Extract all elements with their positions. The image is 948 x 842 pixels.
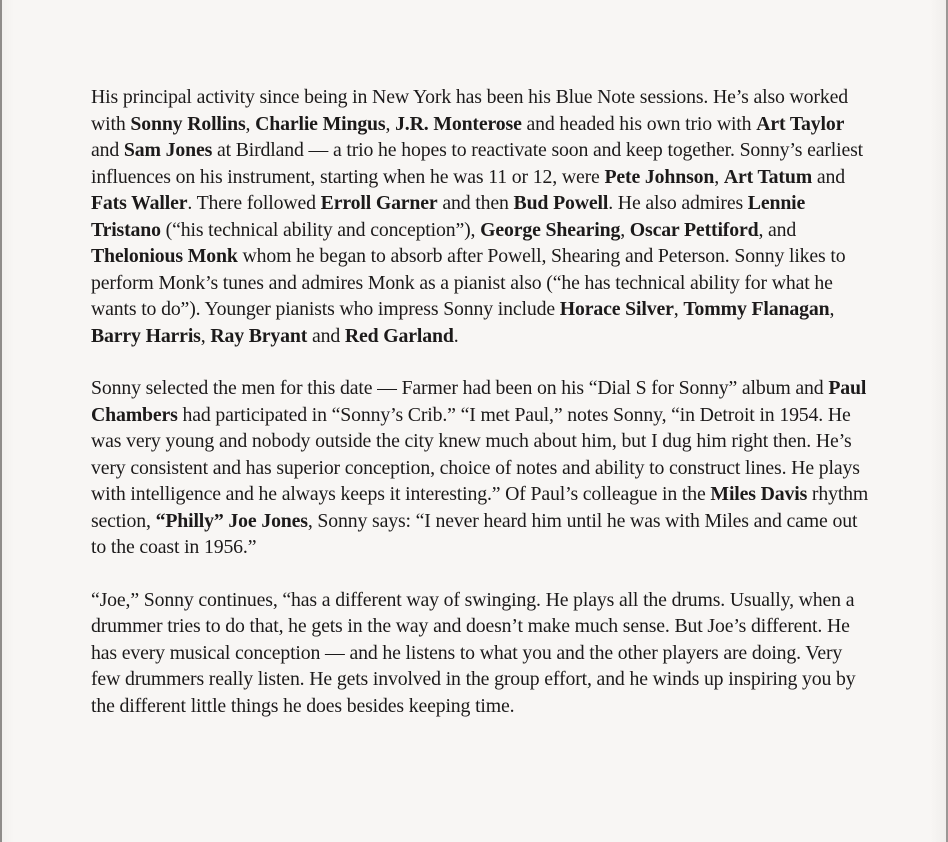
text-run: . He also admires	[608, 192, 748, 214]
bold-name: Ray Bryant	[210, 324, 308, 347]
text-run: , Sonny says: “I never heard him until he was with Miles and came out to the coast in 1956.”	[91, 509, 858, 558]
paragraph-influences	[91, 84, 871, 349]
bold-name: Thelonious Monk	[91, 245, 238, 267]
text-run: had participated in “Sonny’s Crib.” “I met Paul,” notes Sonny, “in Detroit in 1954. He was very young and nobody outside the city knew much about him, but I dug him right then. He’s very consistent and has superior conception, choice of notes and ability to construct lines. He plays with intelligence and he always keeps it interesting.” Of Paul’s colleague in the	[91, 403, 860, 505]
text-run: (“his technical ability and conception”),	[160, 218, 481, 241]
paragraph-joe-jones	[91, 587, 871, 720]
text-run: “Joe,” Sonny continues, “has a different way of swinging. He plays all the drums. Usually, when a drummer tries to do that, he gets in the way and doesn’t make much sense. But Joe’s different. He has every musical conception — and he listens to what you and the other players are doing. Very few drummers really listen. He gets involved in the group effort, and he winds up inspiring you by the different little things he does besides keeping time.	[91, 588, 856, 717]
bold-name: J.R. Monterose	[395, 112, 522, 135]
bold-name: Miles Davis	[710, 483, 808, 505]
article-body	[91, 84, 871, 719]
text-run: and	[307, 324, 345, 347]
bold-name: Art Taylor	[756, 112, 845, 135]
bold-name: George Shearing	[480, 218, 621, 241]
bold-name: Fats Waller	[91, 192, 188, 214]
text-run: and	[812, 165, 845, 188]
text-run: ,	[200, 324, 211, 347]
bold-name: Lennie Tristano	[91, 192, 806, 241]
bold-name: Charlie Mingus	[255, 112, 386, 135]
text-run: ,	[714, 165, 724, 188]
text-run: ,	[673, 298, 684, 320]
bold-name: Sam Jones	[123, 139, 213, 161]
bold-name: Barry Harris	[91, 324, 201, 347]
text-run: ,	[620, 218, 630, 241]
text-run: at Birdland — a trio he hopes to reactivate soon and keep together. Sonny’s earliest influences on his instrument, starting when he was 11 or 12, were	[91, 139, 863, 188]
bold-name: Bud Powell	[513, 192, 609, 214]
bold-name: Oscar Pettiford	[629, 218, 759, 241]
bold-name: Horace Silver	[559, 298, 674, 320]
text-run: ,	[829, 298, 835, 320]
paragraph-sidemen	[91, 375, 871, 561]
bold-name: Sonny Rollins	[130, 112, 246, 135]
text-run: whom he began to absorb after Powell, Shearing and Peterson. Sonny likes to perform Monk’s tunes and admires Monk as a pianist also (“he has technical ability for what he wants to do”). Younger pianists who impress Sonny include	[91, 245, 846, 320]
text-run: , and	[758, 218, 797, 241]
bold-name: Pete Johnson	[604, 165, 715, 188]
text-run: His principal activity since being in New York has been his Blue Note sessions. He’s also worked with	[91, 86, 848, 135]
text-run: Sonny selected the men for this date — Farmer had been on his “Dial S for Sonny” album and	[91, 377, 829, 399]
page-left-edge	[0, 0, 2, 842]
text-run: .	[453, 324, 459, 347]
bold-name: “Philly” Joe Jones	[155, 509, 308, 532]
bold-name: Paul Chambers	[91, 377, 867, 426]
bold-name: Art Tatum	[723, 165, 813, 188]
text-run: and headed his own trio with	[521, 112, 757, 135]
text-run: and then	[437, 192, 514, 214]
bold-name: Erroll Garner	[320, 192, 438, 214]
bold-name: Red Garland	[344, 324, 454, 347]
text-run: and	[91, 139, 124, 161]
bold-name: Tommy Flanagan	[683, 298, 830, 320]
text-run: ,	[385, 112, 396, 135]
text-run: . There followed	[187, 192, 321, 214]
text-run: ,	[245, 112, 256, 135]
text-run: rhythm section,	[91, 483, 869, 532]
